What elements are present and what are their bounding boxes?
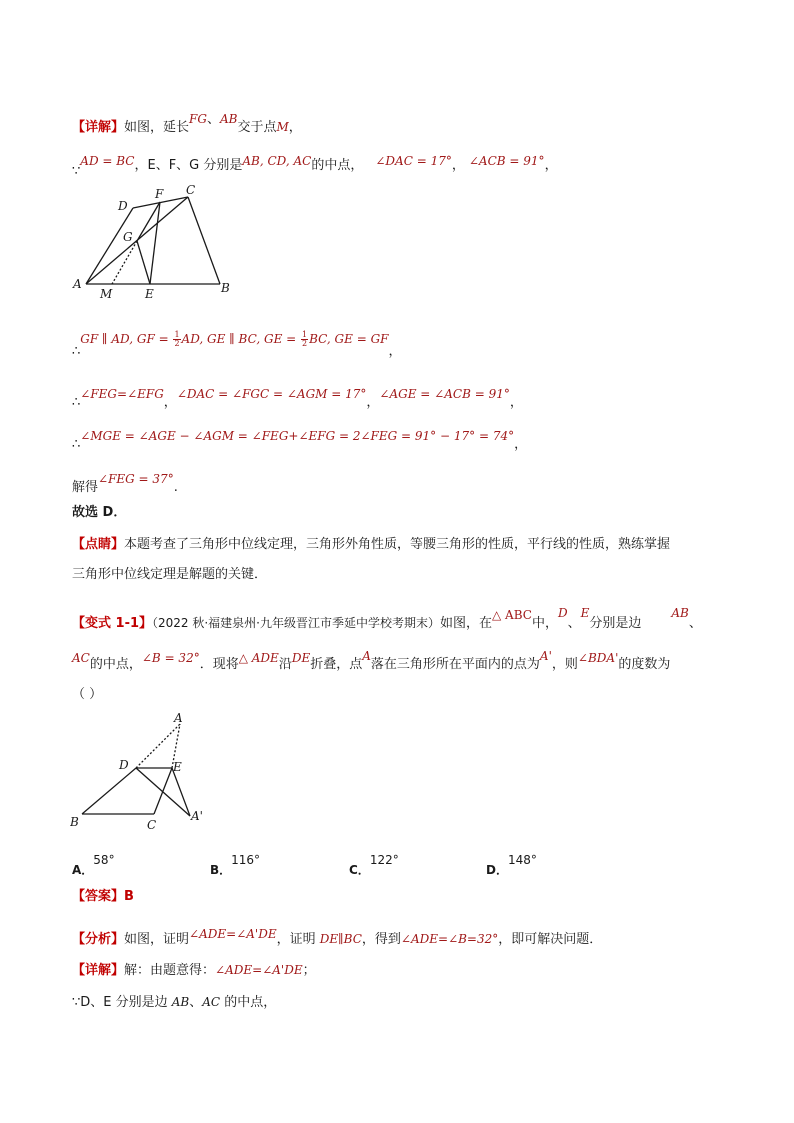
answer-value: B xyxy=(124,889,134,904)
variant-line-1: 【变式 1-1】（2022 秋·福建泉州·九年级晋江市季延中学校考期末）如图，在△ ABC中，D、E分别是边AB、 xyxy=(72,606,702,631)
comment-line-2: 三角形中位线定理是解题的关键． xyxy=(72,567,268,582)
analysis-line: 【分析】如图，证明∠ADE=∠A'DE，证明 DE∥BC，得到∠ADE=∠B=32°，即可解决问题． xyxy=(72,927,603,947)
segment-gm xyxy=(112,241,137,284)
label-m: M xyxy=(100,287,113,301)
segment-ce xyxy=(154,768,172,814)
blank-parens: （ ） xyxy=(72,687,103,702)
label-a-prime: A' xyxy=(191,809,203,823)
segment-bd xyxy=(82,768,136,814)
label-d: D xyxy=(118,199,128,213)
label-e: E xyxy=(145,287,154,301)
answer-line xyxy=(72,888,134,906)
label-a: A xyxy=(73,277,82,291)
parallel-line: ∴GF ∥ AD, GF = $\frac{1}{2}$ AD, GE ∥ BC, GE = $\frac{1}{2}$ BC, GE = GF， xyxy=(72,330,402,359)
option-b[interactable]: B．116° xyxy=(210,853,261,877)
detail-tag-2: 【详解】 xyxy=(72,963,125,978)
segment-da-prime xyxy=(136,768,190,816)
detail-line-2: 【详解】解：由题意得：∠ADE=∠A'DE； xyxy=(72,963,316,978)
segment-ge xyxy=(137,241,150,284)
answer-tag: 【答案】 xyxy=(72,889,125,904)
label-c: C xyxy=(147,818,157,832)
variant-tag: 【变式 1-1】 xyxy=(72,616,153,631)
option-c[interactable]: C．122° xyxy=(349,853,399,877)
choice-line: 故选 D． xyxy=(72,505,127,520)
midpoint-line: ∵D、E 分别是边 AB、AC 的中点， xyxy=(72,995,277,1010)
label-b: B xyxy=(221,281,230,295)
label-e: E xyxy=(173,760,182,774)
figure-trapezoid xyxy=(70,184,240,304)
solve-line: 解得∠FEG = 37°. xyxy=(72,472,178,495)
variant-line-2: AC的中点，∠B = 32°．现将△ ADE沿DE折叠，点A落在三角形所在平面内的点为A'，则∠BDA'的度数为 xyxy=(72,649,671,672)
segment-fe xyxy=(150,202,160,284)
comment-tag: 【点睛】 xyxy=(72,537,125,552)
label-c: C xyxy=(186,184,196,197)
option-a[interactable]: A．58° xyxy=(72,853,115,877)
angle-line-1: ∴∠FEG=∠EFG，∠DAC = ∠FGC = ∠AGM = 17°，∠AGE = ∠ACB = 91°， xyxy=(72,387,523,410)
label-f: F xyxy=(155,187,164,201)
analysis-tag: 【分析】 xyxy=(72,932,125,947)
comment-line-1: 【点睛】本题考查了三角形中位线定理，三角形外角性质，等腰三角形的性质，平行线的性质，熟练掌握 xyxy=(72,537,671,552)
figure-fold xyxy=(70,708,220,833)
segment-cb xyxy=(188,197,220,284)
detail-tag: 【详解】 xyxy=(72,120,125,135)
label-b: B xyxy=(70,815,79,829)
label-g: G xyxy=(123,230,133,244)
given-line: ∵AD = BC，E、F、G 分别是AB, CD, AC的中点， ∠DAC = 17°， ∠ACB = 91°， xyxy=(72,154,558,179)
label-d: D xyxy=(119,758,129,772)
angle-line-2: ∴∠MGE = ∠AGE − ∠AGM = ∠FEG+∠EFG = 2∠FEG = 91° − 17° = 74°， xyxy=(72,429,528,452)
option-d[interactable]: D．148° xyxy=(486,853,537,877)
segment-ad xyxy=(86,208,133,284)
label-a: A xyxy=(174,711,183,725)
detail-line-1: 【详解】如图，延长FG、AB交于点M， xyxy=(72,112,302,135)
